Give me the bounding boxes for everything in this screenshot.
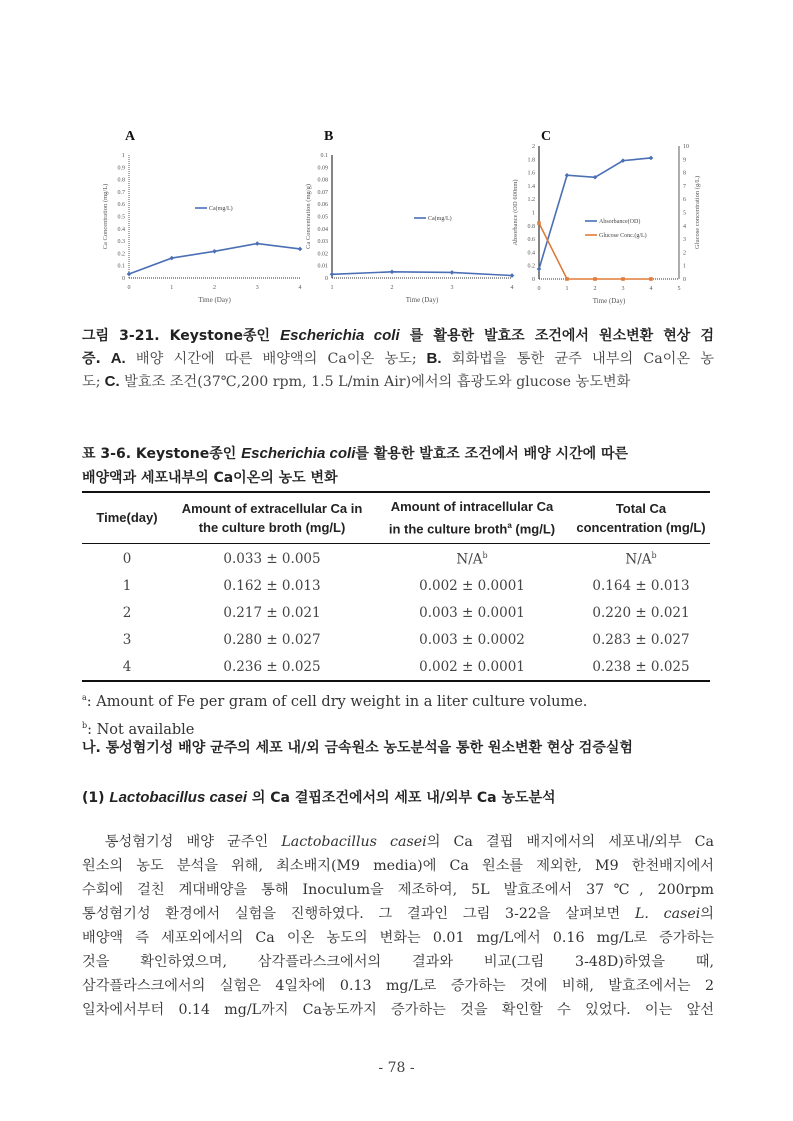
y2-tick-label: 4 <box>683 223 686 230</box>
text-run: 수회에 걸친 계대배양을 통해 Inoculum을 제조하여, 5L 발효조에서 37℃, 200rpm <box>82 882 714 898</box>
y-tick-label: 0.2 <box>527 263 535 270</box>
cell-total: 0.238 ± 0.025 <box>592 658 690 675</box>
table-header-row <box>82 492 710 544</box>
x-tick-label: 5 <box>677 286 681 292</box>
text-run: 통성혐기성 배양 균주인 <box>82 834 282 850</box>
x-tick-label: 1 <box>565 286 569 292</box>
x-tick-label: 2 <box>593 286 597 292</box>
caption-text: 배양액과 세포내부의 Ca이온의 농도 변화 <box>82 470 338 486</box>
y-tick-label: 1.4 <box>527 183 535 190</box>
x-tick-label: 1 <box>170 285 174 291</box>
y2-axis-label: Glucose concentration (g/L) <box>694 175 701 250</box>
text-run: 배양액 즉 세포외에서의 Ca 이온 농도의 변화는 0.01 mg/L에서 0.16 mg/L로 증가하는 <box>82 930 714 946</box>
cell-intracellular: $N/A^b$ <box>456 550 488 568</box>
y2-tick-label: 0 <box>683 277 686 283</box>
y2-tick-label: 5 <box>683 210 686 217</box>
legend-label: Absorbance(OD) <box>599 219 641 225</box>
series-line <box>129 244 300 274</box>
paragraph-line <box>82 926 714 950</box>
panel-b-label: B. <box>416 350 442 367</box>
species-name: L. casei <box>634 906 701 922</box>
section-heading <box>82 737 714 760</box>
footnote-text: : Amount of Fe per gram of cell dry weight in a liter culture volume. <box>86 694 588 711</box>
text-run: 원소의 농도 분석을 위해, 최소배지(M9 media)에 Ca 원소를 제외한, M9 한천배지에서 <box>82 858 714 874</box>
x-axis-label: Time (Day) <box>592 297 626 305</box>
data-point <box>537 267 542 272</box>
footnote-mark: a <box>507 521 512 530</box>
table-caption-line-2 <box>82 467 714 490</box>
y-tick-label: 0.3 <box>117 239 125 246</box>
table-row <box>82 626 710 653</box>
header-text: Time(day) <box>96 510 158 526</box>
cell-intracellular: 0.003 ± 0.0002 <box>419 631 525 648</box>
x-axis-label: Time (Day) <box>405 296 439 304</box>
table-block <box>82 491 710 742</box>
series-line <box>539 158 651 269</box>
y-tick-label: 0.6 <box>527 237 535 244</box>
table-caption-line-1 <box>82 442 714 466</box>
data-point <box>390 270 395 275</box>
figure-3-21-charts <box>0 0 793 310</box>
cell-time: 4 <box>122 658 132 675</box>
caption-text: 를 활용한 발효조 조건에서 배양 시간에 따른 <box>355 446 629 462</box>
x-tick-label: 0 <box>127 285 131 291</box>
table-row <box>82 653 710 681</box>
header-time <box>82 492 172 544</box>
paragraph-line <box>82 998 714 1022</box>
body-paragraph <box>82 830 714 1022</box>
header-text: concentration (mg/L) <box>576 519 706 535</box>
text-run: 삼각플라스크에서의 실험은 4일차에 0.13 mg/L로 증가하는 것에 비해, 발효조에서는 2 <box>82 978 714 994</box>
footnote-a <box>82 686 710 714</box>
y-tick-label: 0.4 <box>527 250 535 257</box>
x-tick-label: 4 <box>298 285 302 291</box>
legend-label: Glucose Conc.(g/L) <box>599 233 647 239</box>
y2-tick-label: 7 <box>683 183 686 190</box>
header-total <box>572 492 710 544</box>
data-point <box>212 249 217 254</box>
caption-text: 도; <box>82 374 101 390</box>
table-row <box>82 572 710 599</box>
cell-total: 0.283 ± 0.027 <box>592 631 690 648</box>
y-tick-label: 0.8 <box>527 223 535 230</box>
data-point <box>298 247 303 252</box>
figure-caption-line-2 <box>82 347 714 371</box>
species-name: Escherichia coli <box>280 327 400 344</box>
text-run: 의 <box>700 906 714 922</box>
y-tick-label: 2 <box>532 144 535 150</box>
cell-extracellular: 0.280 ± 0.027 <box>223 631 321 648</box>
y-tick-label: 0 <box>532 277 535 283</box>
panel-label: B <box>324 129 334 144</box>
data-point <box>565 173 570 178</box>
footnote-mark: b <box>82 721 88 731</box>
ca-concentration-table <box>82 491 710 682</box>
y-tick-label: 0.08 <box>317 177 328 184</box>
panel-a-label: A. <box>100 350 126 367</box>
y2-tick-label: 9 <box>683 157 686 164</box>
header-text: Amount of extracellular Ca in <box>181 500 363 516</box>
cell-intracellular: 0.002 ± 0.0001 <box>419 577 525 594</box>
paragraph-line <box>82 974 714 998</box>
y-tick-label: 0.4 <box>117 226 125 233</box>
y2-tick-label: 3 <box>683 237 686 244</box>
panel-c-text: 발효조 조건(37℃,200 rpm, 1.5 L/min Air)에서의 흡광도와 glucose 농도변화 <box>119 374 631 390</box>
text-run: 통성혐기성 환경에서 실험을 진행하였다. 그 결과인 그림 3-22을 살펴보면 <box>82 906 635 922</box>
text-run: 의 Ca 결핍 배지에서의 세포내/외부 Ca <box>426 834 714 850</box>
footnote-mark: a <box>82 693 87 703</box>
y-tick-label: 0.02 <box>317 251 328 258</box>
paragraph-line <box>82 854 714 878</box>
x-tick-label: 4 <box>510 285 514 291</box>
species-name: Lactobacillus casei <box>281 834 427 850</box>
y2-tick-label: 1 <box>683 263 686 270</box>
y2-tick-label: 8 <box>683 170 686 177</box>
x-tick-label: 3 <box>255 285 259 291</box>
cell-extracellular: 0.033 ± 0.005 <box>223 550 321 567</box>
heading-number: (1) <box>82 790 110 806</box>
y-tick-label: 0 <box>122 276 125 282</box>
series-line <box>539 223 651 279</box>
data-point <box>565 277 569 281</box>
x-tick-label: 0 <box>537 286 541 292</box>
data-point <box>593 277 597 281</box>
caption-text: 증. <box>82 351 101 367</box>
y-tick-label: 0.03 <box>317 239 328 246</box>
panel-a-text: 배양 시간에 따른 배양액의 Ca이온 농도; <box>125 351 417 367</box>
x-tick-label: 3 <box>450 285 454 291</box>
data-point <box>330 272 335 277</box>
table-row <box>82 599 710 626</box>
y-tick-label: 0.1 <box>320 153 328 159</box>
data-point <box>450 270 455 275</box>
table-label: 표 3-6. Keystone종인 <box>82 446 242 462</box>
page-number: - 78 - <box>378 1060 415 1076</box>
cell-extracellular: 0.217 ± 0.021 <box>223 604 321 621</box>
figure-caption-line-3 <box>82 370 714 394</box>
paragraph-line <box>82 878 714 902</box>
caption-text: 를 활용한 발효조 조건에서 원소변환 현상 검 <box>399 328 714 344</box>
y-tick-label: 1.8 <box>527 157 535 164</box>
series-line <box>332 272 512 276</box>
y-tick-label: 0.2 <box>117 251 125 258</box>
y-tick-label: 0.01 <box>317 263 328 270</box>
footnote-text: : Not available <box>87 721 195 738</box>
y-tick-label: 0.06 <box>317 202 328 209</box>
paragraph-line <box>82 950 714 974</box>
y-tick-label: 0.8 <box>117 177 125 184</box>
panel-c-label: C. <box>100 373 120 390</box>
x-axis-label: Time (Day) <box>198 296 231 304</box>
footnote-mark: b <box>482 550 488 560</box>
y-axis-label: Ca Concentration (mg/L) <box>102 183 109 250</box>
data-point <box>621 277 625 281</box>
header-intracellular <box>372 492 572 544</box>
cell-intracellular: 0.002 ± 0.0001 <box>419 658 525 675</box>
paragraph-line <box>82 902 714 926</box>
figure-label: 그림 3-21. <box>82 328 160 344</box>
x-tick-label: 4 <box>649 286 653 292</box>
y-tick-label: 1.2 <box>527 197 535 204</box>
y-axis-label: Ca Concentration (mg/g) <box>305 184 312 249</box>
data-point <box>649 156 654 161</box>
y-tick-label: 0.07 <box>317 189 328 196</box>
y-tick-label: 0 <box>325 276 328 282</box>
cell-extracellular: 0.162 ± 0.013 <box>223 577 321 594</box>
data-point <box>127 272 132 277</box>
y-tick-label: 0.5 <box>117 214 125 221</box>
legend-label: Ca(mg/L) <box>209 206 233 212</box>
y-tick-label: 0.05 <box>317 214 328 221</box>
cell-time: 2 <box>122 604 132 621</box>
species-name: Escherichia coli <box>241 445 356 462</box>
header-text: Amount of intracellular Ca <box>390 499 554 514</box>
species-name: Lactobacillus casei <box>109 789 247 806</box>
y2-tick-label: 10 <box>683 144 689 150</box>
cell-total: 0.220 ± 0.021 <box>592 604 690 621</box>
data-point <box>255 241 260 246</box>
cell-intracellular: 0.003 ± 0.0001 <box>419 604 525 621</box>
text-run: 일차에서부터 0.14 mg/L까지 Ca농도까지 증가하는 것을 확인할 수 있었다. 이는 앞선 <box>82 1002 714 1018</box>
subsection-heading <box>82 786 714 810</box>
y-tick-label: 1 <box>122 153 125 159</box>
x-tick-label: 1 <box>330 285 334 291</box>
panel-label: C <box>541 129 552 144</box>
heading-text: 나. 통성혐기성 배양 균주의 세포 내/외 금속원소 농도분석을 통한 원소변환 현상 검증실험 <box>82 740 633 756</box>
y2-tick-label: 6 <box>683 197 686 204</box>
heading-text: 의 Ca 결핍조건에서의 세포 내/외부 Ca 농도분석 <box>247 790 556 806</box>
cell-time: 3 <box>122 631 132 648</box>
data-point <box>537 221 541 225</box>
header-text: Total Ca <box>615 500 667 516</box>
header-text: in the culture broth <box>388 521 508 537</box>
caption-text: Keystone종인 <box>159 328 281 344</box>
cell-time: 1 <box>122 577 132 594</box>
y-axis-label: Absorbance (OD 600nm) <box>512 179 519 246</box>
table-row <box>82 544 710 573</box>
header-text: the culture broth (mg/L) <box>198 519 346 535</box>
cell-time: 0 <box>122 550 132 567</box>
legend-label: Ca(mg/L) <box>428 216 452 222</box>
y2-tick-label: 2 <box>683 250 686 257</box>
paragraph-line <box>82 830 714 854</box>
x-tick-label: 3 <box>621 286 625 292</box>
data-point <box>169 256 174 261</box>
x-tick-label: 2 <box>213 285 216 291</box>
y-tick-label: 0.7 <box>117 189 125 196</box>
y-tick-label: 0.09 <box>317 165 328 172</box>
cell-total: 0.164 ± 0.013 <box>592 577 690 594</box>
text-run: 것을 확인하였으며, 삼각플라스크에서의 결과와 비교(그림 3-48D)하였을 때, <box>82 954 714 970</box>
data-point <box>510 273 515 278</box>
panel-b-text: 회화법을 통한 균주 내부의 Ca이온 농 <box>441 351 715 367</box>
y-tick-label: 0.04 <box>317 226 328 233</box>
figure-caption-line-1 <box>82 324 714 348</box>
panel-label: A <box>125 129 136 144</box>
cell-total: $N/A^b$ <box>625 550 657 568</box>
header-text: (mg/L) <box>511 521 556 537</box>
y-tick-label: 0.9 <box>117 165 125 172</box>
y-tick-label: 0.1 <box>117 263 125 270</box>
footnote-mark: b <box>651 550 657 560</box>
cell-extracellular: 0.236 ± 0.025 <box>223 658 321 675</box>
y-tick-label: 0.6 <box>117 202 125 209</box>
header-extracellular <box>172 492 372 544</box>
data-point <box>649 277 653 281</box>
y-tick-label: 1 <box>532 210 535 217</box>
y-tick-label: 1.6 <box>527 170 535 177</box>
x-tick-label: 2 <box>390 285 394 291</box>
